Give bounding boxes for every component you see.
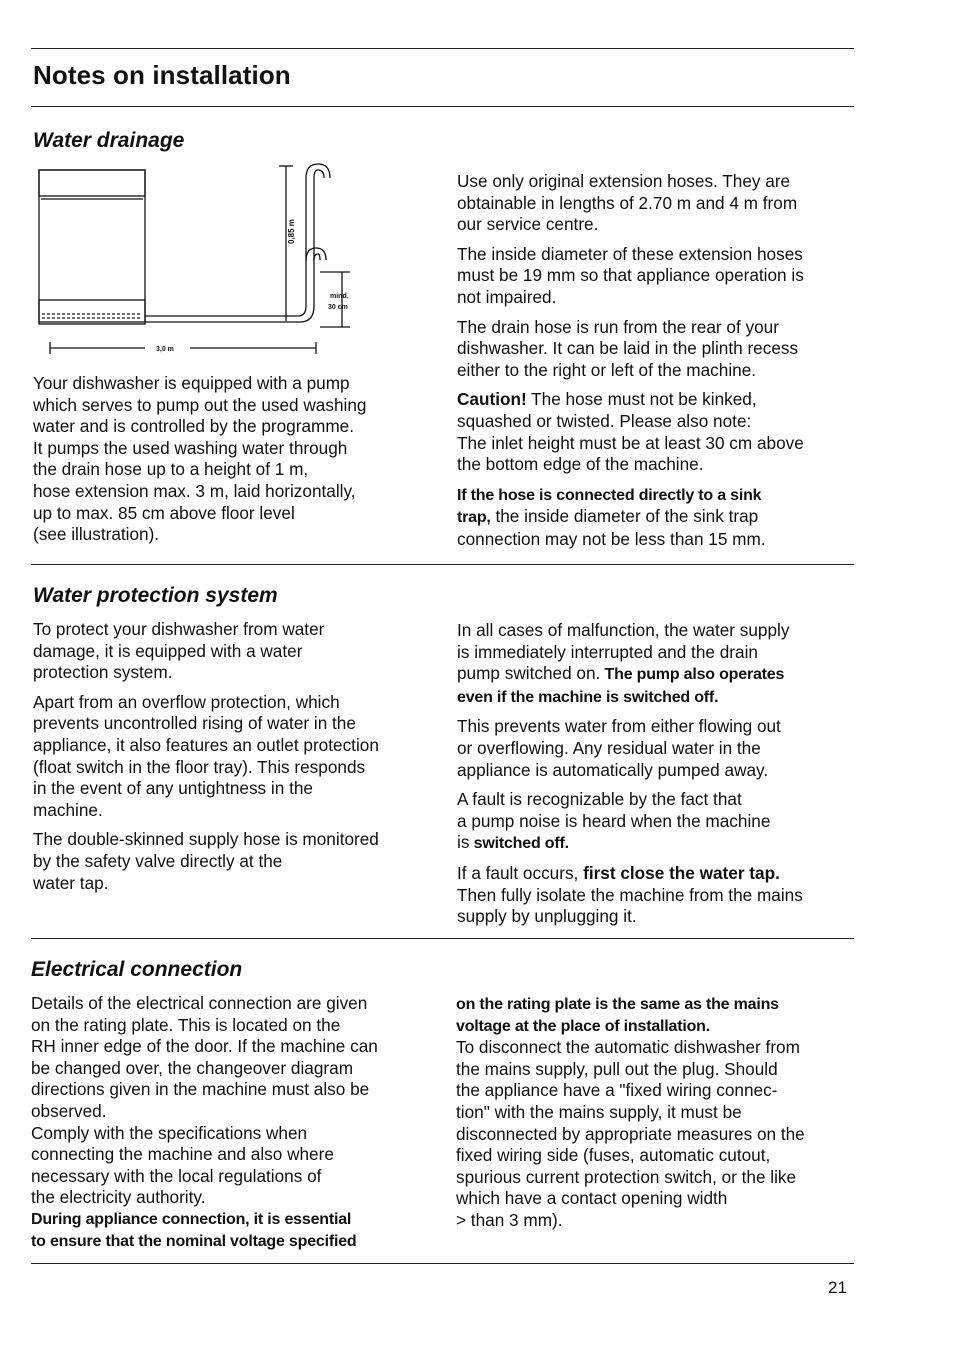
text-line: supply by unplugging it. <box>457 906 637 927</box>
diagram-min-label-1: mind. <box>330 293 349 300</box>
section-title-electrical: Electrical connection <box>31 958 243 981</box>
title-rule <box>31 106 854 107</box>
text-line: appliance, it also features an outlet protection <box>33 734 379 755</box>
drainage-right-text <box>457 171 804 551</box>
bold-text: even if the machine is switched off. <box>457 688 719 706</box>
text-line: > than 3 mm). <box>456 1209 563 1230</box>
text-line: prevents uncontrolled rising of water in the <box>33 713 356 734</box>
diagram-min-label-2: 30 cm <box>328 304 348 311</box>
text-line: either to the right or left of the machine. <box>457 359 757 380</box>
text-line: The inside diameter of these extension hoses <box>457 243 803 264</box>
sink-trap-paragraph <box>457 484 804 551</box>
drainage-diagram <box>30 156 370 361</box>
protection-left-text <box>33 619 379 894</box>
protection-right-text <box>457 620 803 928</box>
caution-paragraph <box>457 389 804 475</box>
section-rule <box>31 938 854 939</box>
text-line: the drain hose up to a height of 1 m, <box>33 459 309 480</box>
text-line: RH inner edge of the door. If the machine can <box>31 1036 378 1057</box>
bold-text: voltage at the place of installation. <box>456 1017 710 1035</box>
text-line: (float switch in the floor tray). This responds <box>33 756 366 777</box>
text-line: Your dishwasher is equipped with a pump <box>33 373 350 393</box>
text-line: spurious current protection switch, or the like <box>456 1166 797 1187</box>
text-line: in the event of any untightness in the <box>33 778 313 799</box>
text-line: protection system. <box>33 662 173 683</box>
text-line: or overflowing. Any residual water in the <box>457 737 761 758</box>
text-line: damage, it is equipped with a water <box>33 640 303 661</box>
text-line: our service centre. <box>457 214 599 235</box>
text-line: the inside diameter of the sink trap <box>490 506 759 527</box>
text-line: which have a contact opening width <box>456 1188 728 1209</box>
diagram-length-label: 3,0 m <box>156 346 174 353</box>
paragraph <box>457 620 803 708</box>
text-line: the mains supply, pull out the plug. Should <box>456 1058 778 1079</box>
section-title-water-protection: Water protection system <box>33 584 278 607</box>
text-line: be changed over, the changeover diagram <box>31 1057 354 1078</box>
bold-text: If the hose is connected directly to a sink <box>457 486 762 504</box>
section-title-water-drainage: Water drainage <box>33 129 185 152</box>
text-line: by the safety valve directly at the <box>33 850 283 871</box>
text-line: which serves to pump out the used washing <box>33 394 367 415</box>
text-line: is immediately interrupted and the drain <box>457 641 758 662</box>
text-line: is <box>457 832 470 853</box>
text-line: This prevents water from either flowing out <box>457 716 781 737</box>
text-line: Then fully isolate the machine from the mains <box>457 884 803 905</box>
bold-text: switched off. <box>469 835 569 853</box>
text-line: the electricity authority. <box>31 1187 206 1208</box>
text-line: Use only original extension hoses. They are <box>457 171 791 191</box>
text-line: the appliance have a "fixed wiring connec- <box>456 1080 778 1101</box>
text-line: If a fault occurs, <box>457 862 579 883</box>
diagram-height-label: 0,85 m <box>287 219 296 244</box>
bold-text: to ensure that the nominal voltage specified <box>31 1232 357 1250</box>
text-line: To protect your dishwasher from water <box>33 619 325 639</box>
text-line: directions given in the machine must also be <box>31 1079 370 1100</box>
text-line: the bottom edge of the machine. <box>457 454 704 475</box>
bold-text: During appliance connection, it is essential <box>31 1210 352 1228</box>
paragraph <box>457 716 803 781</box>
paragraph <box>457 244 804 309</box>
text-line: The drain hose is run from the rear of your <box>457 316 779 337</box>
caution-label: Caution! <box>457 389 527 410</box>
electrical-left-text <box>31 993 378 1252</box>
text-line: Comply with the specifications when <box>31 1122 308 1143</box>
text-line: on the rating plate. This is located on the <box>31 1014 341 1035</box>
text-line: observed. <box>31 1100 107 1121</box>
text-line: necessary with the local regulations of <box>31 1165 322 1186</box>
text-line: pump switched on. <box>457 663 601 684</box>
text-line: To disconnect the automatic dishwasher from <box>456 1037 800 1058</box>
text-line: squashed or twisted. Please also note: <box>457 410 752 431</box>
paragraph <box>457 317 804 382</box>
text-line: The inlet height must be at least 30 cm above <box>457 432 804 453</box>
text-line: water and is controlled by the programme. <box>33 416 354 437</box>
text-line: hose extension max. 3 m, laid horizontally, <box>33 480 356 501</box>
text-line: A fault is recognizable by the fact that <box>457 789 742 810</box>
text-line: The hose must not be kinked, <box>526 389 757 410</box>
text-line: not impaired. <box>457 286 557 307</box>
text-line: Apart from an overflow protection, which <box>33 691 340 712</box>
drainage-left-text <box>33 373 366 546</box>
paragraph <box>33 692 379 822</box>
bold-text: trap, <box>457 509 491 527</box>
text-line: must be 19 mm so that appliance operation is <box>457 265 804 286</box>
bold-text: The pump also operates <box>600 666 785 684</box>
page-title: Notes on installation <box>33 60 291 90</box>
text-line: disconnected by appropriate measures on the <box>456 1123 805 1144</box>
bottom-rule <box>31 1263 854 1264</box>
text-line: tion" with the mains supply, it must be <box>456 1101 742 1122</box>
page-number: 21 <box>828 1278 847 1297</box>
text-line: a pump noise is heard when the machine <box>457 810 771 831</box>
text-line: connecting the machine and also where <box>31 1144 334 1165</box>
paragraph <box>457 171 804 236</box>
text-line: appliance is automatically pumped away. <box>457 759 769 780</box>
text-line: In all cases of malfunction, the water supply <box>457 620 790 640</box>
top-rule <box>31 48 854 49</box>
section-rule <box>31 564 854 565</box>
text-line: (see illustration). <box>33 524 160 545</box>
text-line: machine. <box>33 799 103 820</box>
text-line: water tap. <box>33 872 109 893</box>
paragraph <box>457 863 803 928</box>
paragraph <box>33 829 379 894</box>
text-line: obtainable in lengths of 2.70 m and 4 m from <box>457 192 798 213</box>
text-line: up to max. 85 cm above floor level <box>33 502 295 523</box>
paragraph <box>457 789 803 855</box>
text-line: connection may not be less than 15 mm. <box>457 528 766 549</box>
bold-text: on the rating plate is the same as the mains <box>456 996 779 1013</box>
paragraph <box>33 619 379 684</box>
text-line: fixed wiring side (fuses, automatic cutout, <box>456 1145 771 1166</box>
text-line: The double-skinned supply hose is monitored <box>33 829 379 850</box>
electrical-right-text <box>456 994 805 1232</box>
text-line: dishwasher. It can be laid in the plinth recess <box>457 338 799 359</box>
bold-text: first close the water tap. <box>578 862 780 883</box>
text-line: It pumps the used washing water through <box>33 437 348 458</box>
text-line: Details of the electrical connection are given <box>31 993 368 1013</box>
